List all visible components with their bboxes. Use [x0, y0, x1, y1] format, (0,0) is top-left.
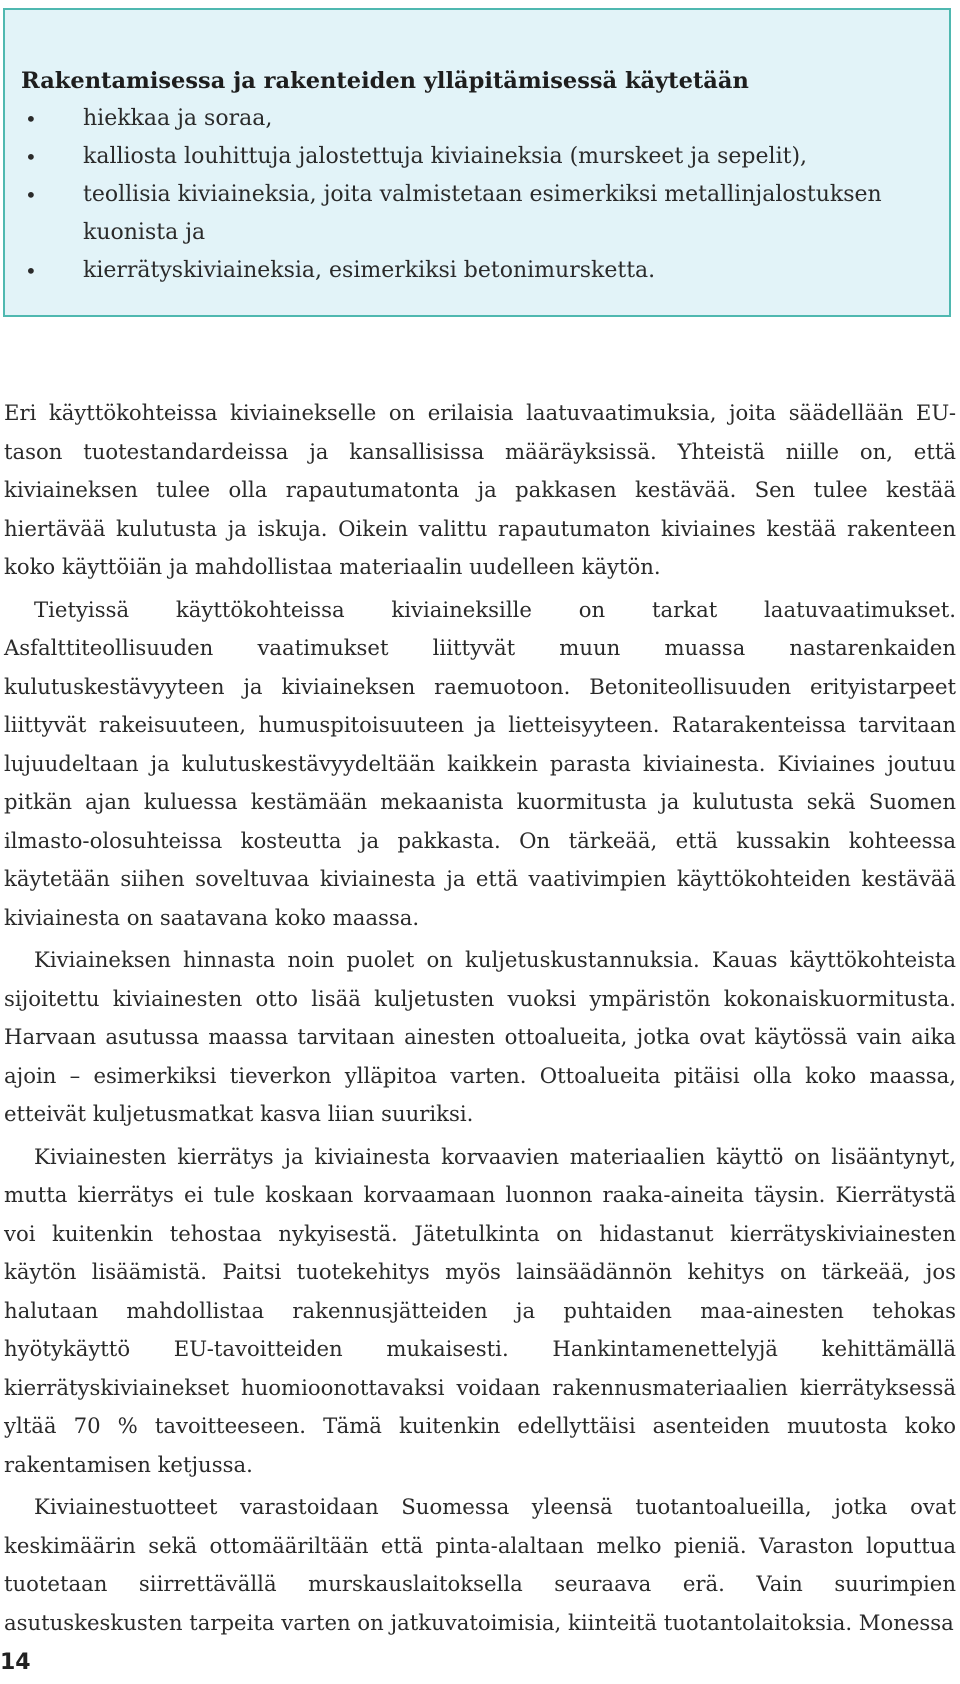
info-box: [3, 8, 951, 317]
bullet-icon: •: [25, 183, 37, 207]
info-box-title: Rakentamisessa ja rakenteiden ylläpitämisessä käytetään: [21, 68, 749, 94]
bullet-item-text: teollisia kiviaineksia, joita valmistetaan esimerkiksi metallinjalostuksen kuonista ja: [83, 182, 882, 245]
bullet-icon: •: [25, 107, 37, 131]
bullet-item: [21, 252, 933, 290]
paragraph: Kiviainestuotteet varastoidaan Suomessa yleensä tuotantoalueilla, jotka ovat keskimäärin sekä ottomääriltään että pinta-alaltaan melko pieniä. Varaston loputtua tuotetaan siirrettävällä murskauslaitoksella seuraava erä. Vain suurimpien asutuskeskusten tarpeita varten on jatkuvatoimisia, kiinteitä tuotantolaitoksia. Monessa: [4, 1494, 956, 1635]
bullet-item-text: kalliosta louhittuja jalostettuja kiviaineksia (murskeet ja sepelit),: [83, 144, 808, 169]
bullet-item: [21, 138, 933, 176]
bullet-item-text: kierrätyskiviaineksia, esimerkiksi betonimursketta.: [83, 258, 656, 283]
bullet-icon: •: [25, 145, 37, 169]
bullet-item: [21, 176, 933, 252]
paragraph: Kiviaineksen hinnasta noin puolet on kuljetuskustannuksia. Kauas käyttökohteista sijoitettu kiviainesten otto lisää kuljetusten vuoksi ympäristön kokonaiskuormitusta. Harvaan asutussa maassa tarvitaan ainesten ottoalueita, jotka ovat käytössä vain aika ajoin – esimerkiksi tieverkon ylläpitoa varten. Ottoalueita pitäisi olla koko maassa, etteivät kuljetusmatkat kasva liian suuriksi.: [4, 947, 956, 1126]
bullet-item: [21, 100, 933, 138]
info-box-bullet-list: [21, 100, 933, 290]
paragraph: Tietyissä käyttökohteissa kiviaineksille on tarkat laatuvaatimukset. Asfalttiteollisuuden vaatimukset liittyvät muun muassa nastarenkaiden kulutuskestävyyteen ja kiviaineksen raemuotoon. Betoniteollisuuden erityistarpeet liittyvät rakeisuuteen, humuspitoisuuteen ja lietteisyyteen. Ratarakenteissa tarvitaan lujuudeltaan ja kulutuskestävyydeltään kaikkein parasta kiviainesta. Kiviaines joutuu pitkän ajan kuluessa kestämään mekaanista kuormitusta ja kulutusta sekä Suomen ilmasto-olosuhteissa kosteutta ja pakkasta. On tärkeää, että kussakin kohteessa käytetään siihen soveltuvaa kiviainesta ja että vaativimpien käyttökohteiden kestävää kiviainesta on saatavana koko maassa.: [4, 596, 956, 930]
bullet-item-text: hiekkaa ja soraa,: [83, 106, 273, 131]
paragraph: Eri käyttökohteissa kiviainekselle on erilaisia laatuvaatimuksia, joita säädellään EU-tason tuotestandardeissa ja kansallisissa määräyksissä. Yhteistä niille on, että kiviaineksen tulee olla rapautumatonta ja pakkasen kestävää. Sen tulee kestää hiertävää kulutusta ja iskuja. Oikein valittu rapautumaton kiviaines kestää rakenteen koko käyttöiän ja mahdollistaa materiaalin uudelleen käytön.: [4, 400, 956, 579]
paragraph: Kiviainesten kierrätys ja kiviainesta korvaavien materiaalien käyttö on lisääntynyt, mutta kierrätys ei tule koskaan korvaamaan luonnon raaka-aineita täysin. Kierrätystä voi kuitenkin tehostaa nykyisestä. Jätetulkinta on hidastanut kierrätyskiviainesten käytön lisäämistä. Paitsi tuotekehitys myös lainsäädännön kehitys on tärkeää, jos halutaan mahdollistaa rakennusjätteiden ja puhtaiden maa-ainesten tehokas hyötykäyttö EU-tavoitteiden mukaisesti. Hankintamenettelyjä kehittämällä kierrätyskiviainekset huomioonottavaksi voidaan rakennusmateriaalien kierrätyksessä yltää 70 % tavoitteeseen. Tämä kuitenkin edellyttäisi asenteiden muutosta koko rakentamisen ketjussa.: [4, 1143, 956, 1477]
bullet-icon: •: [25, 259, 37, 283]
body-text: [4, 394, 956, 1646]
page-number: 14: [0, 1650, 31, 1675]
